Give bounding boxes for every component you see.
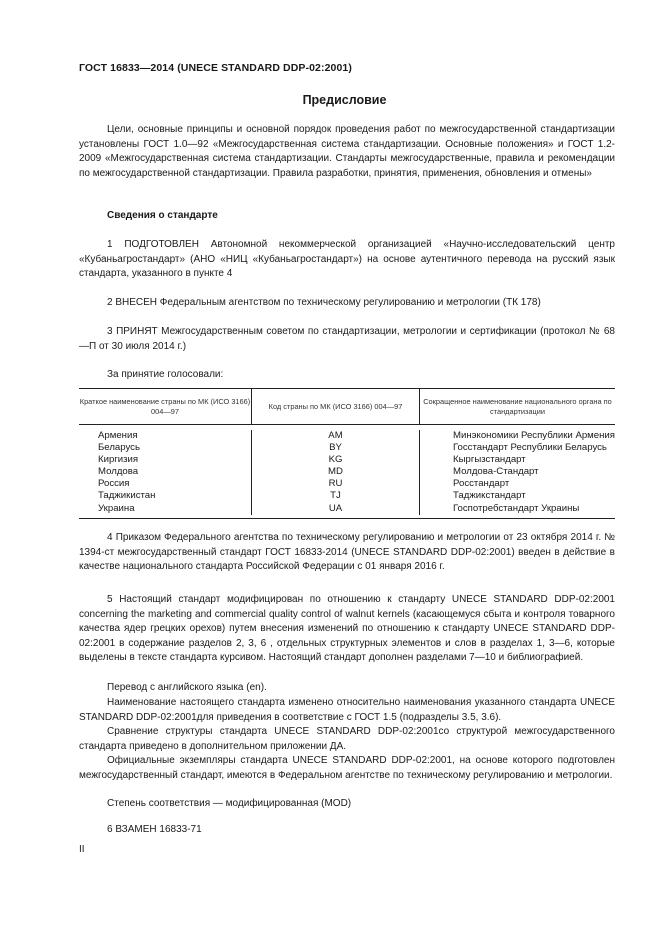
table-cell-code: KG <box>328 454 343 466</box>
table-cell-country: Беларусь <box>98 442 140 454</box>
item-2-paragraph: 2 ВНЕСЕН Федеральным агентством по техническому регулированию и метрологии (ТК 178) <box>107 297 541 308</box>
voting-label: За принятие голосовали: <box>107 369 224 380</box>
item-1-paragraph: 1 ПОДГОТОВЛЕН Автономной некоммерческой организацией «Научно-исследовательский центр «Кубаньагростандарт» (АНО «НИЦ «Кубаньагростандарт») на основе аутентичного перевода на русский язык стандарта, указанного в пункте 4 <box>79 239 615 280</box>
section-heading: Сведения о стандарте <box>107 210 218 221</box>
table-header-row <box>79 389 615 425</box>
table-cell-body: Росстандарт <box>453 478 510 490</box>
table-cell-code: TJ <box>330 490 341 502</box>
table-cell-country: Россия <box>98 478 130 490</box>
column-country <box>79 430 251 515</box>
document-header-code: ГОСТ 16833—2014 (UNECE STANDARD DDP-02:2001) <box>79 62 352 74</box>
page-number: II <box>79 844 85 855</box>
table-cell-country: Украина <box>98 502 135 514</box>
table-cell-body: Молдова-Стандарт <box>453 466 539 478</box>
item-6-paragraph: 6 ВЗАМЕН 16833-71 <box>107 824 202 835</box>
table-cell-code: UA <box>328 502 343 514</box>
page-title: Предисловие <box>302 93 387 107</box>
table-cell-body: Таджикстандарт <box>453 490 526 502</box>
table-cell-country: Киргизия <box>98 454 139 466</box>
table-header-code: Код страны по МК (ИСО 3166) 004—97 <box>251 389 419 424</box>
table-cell-code: BY <box>329 442 342 454</box>
item-5-name-change: Наименование настоящего стандарта изменено относительно наименования указанного стандарта UNECE STANDARD DDP-02:2001для приведения в соответствие с ГОСТ 1.5 (подразделы 3.5, 3.6). <box>79 697 615 723</box>
item-5-translation: Перевод с английского языка (en). <box>107 682 267 693</box>
table-cell-body: Минэкономики Республики Армения <box>453 430 615 441</box>
column-body <box>419 430 615 515</box>
table-cell-code: MD <box>328 466 343 478</box>
table-cell-country: Армения <box>98 430 138 441</box>
table-cell-country: Таджикистан <box>98 490 156 502</box>
table-cell-body: Кыргызстандарт <box>453 454 526 466</box>
item-5-comparison: Сравнение структуры стандарта UNECE STANDARD DDP-02:2001со структурой межгосударственного стандарта приведено в дополнительном приложении ДА. <box>79 726 615 752</box>
item-5-official-copies: Официальные экземпляры стандарта UNECE STANDARD DDP-02:2001, на основе которого подготовлен межгосударственный стандарт, имеются в Федеральном агентстве по техническому регулированию и метрологии. <box>79 755 615 781</box>
table-cell-body: Госстандарт Республики Беларусь <box>453 442 607 454</box>
table-cell-code: RU <box>328 478 343 490</box>
item-3-paragraph: 3 ПРИНЯТ Межгосударственным советом по стандартизации, метрологии и сертификации (протокол № 68—П от 30 июля 2014 г.) <box>79 326 615 352</box>
item-5-paragraph: 5 Настоящий стандарт модифицирован по отношению к стандарту UNECE STANDARD DDP-02:2001 concerning the marketing and commercial quality control of walnut kernels (касающемуся сбыта и контроля товарного качества ядер грецких орехов) путем внесения изменений по отношению к стандарту UNECE STANDARD DDP-02:2001 в содержание разделов 2, 3, 6 , отдельных структурных элементов и слов в разделах 1, 3—6, которые выделены в тексте стандарта курсивом. Настоящий стандарт дополнен разделами 7—10 и библиографией. <box>79 594 615 664</box>
table-body <box>79 425 615 519</box>
table-cell-code: AM <box>328 430 343 441</box>
item-5-degree: Степень соответствия — модифицированная (MOD) <box>107 798 352 809</box>
table-cell-body: Госпотребстандарт Украины <box>453 502 580 514</box>
table-cell-country: Молдова <box>98 466 139 478</box>
table-header-country: Краткое наименование страны по МК (ИСО 3166) 004—97 <box>79 396 251 416</box>
item-4-paragraph: 4 Приказом Федерального агентства по техническому регулированию и метрологии от 23 октября 2014 г. № 1394-ст межгосударственный стандарт ГОСТ 16833-2014 (UNECE STANDARD DDP-02:2001) введен в действие в качестве национального стандарта Российской Федерации с 01 января 2016 г. <box>79 532 615 573</box>
voting-table <box>79 388 615 519</box>
intro-paragraph: Цели, основные принципы и основной порядок проведения работ по межгосударственной стандартизации установлены ГОСТ 1.0—92 «Межгосударственная система стандартизации. Основные положения» и ГОСТ 1.2-2009 «Межгосударственная система стандартизации. Стандарты межгосударственные, правила и рекомендации по межгосударственной стандартизации. Правила разработки, принятия, применения, обновления и отмены» <box>79 124 615 179</box>
column-code <box>251 430 419 515</box>
table-header-body: Сокращенное наименование национального органа по стандартизации <box>419 389 615 424</box>
